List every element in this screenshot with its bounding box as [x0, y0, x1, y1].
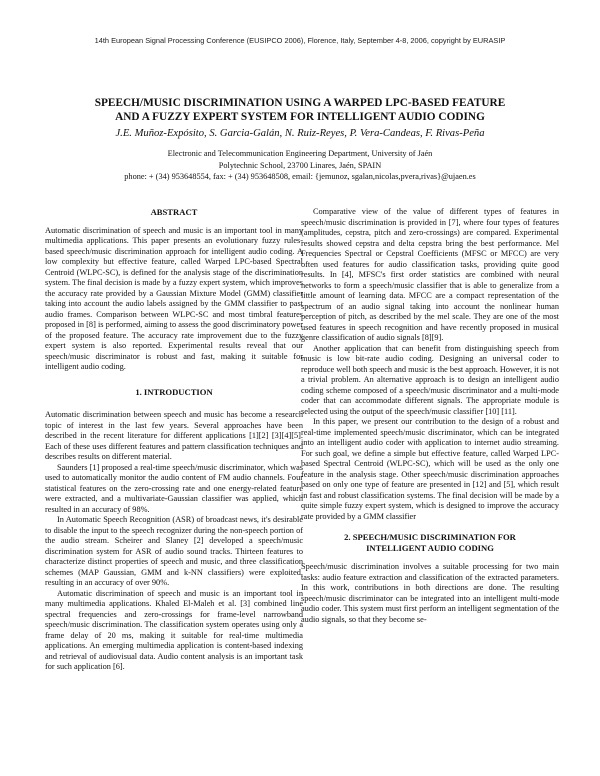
conference-header: 14th European Signal Processing Conference (EUSIPCO 2006), Florence, Italy, September 4-8, 2006, copyright by EURASIP	[94, 36, 506, 45]
affiliation-line-2: Polytechnic School, 23700 Linares, Jaén, SPAIN	[218, 160, 382, 170]
title-line-2: AND A FUZZY EXPERT SYSTEM FOR INTELLIGENT AUDIO CODING	[115, 111, 485, 123]
intro-paragraph-4: Automatic discrimination of speech and music is an important tool in many multimedia applications. Khaled El-Maleh et al. [3] combined line spectral frequencies and zero-crossings for frame-level narrowband speech/music discrimination. The classification system operates using only a frame delay of 20 ms, making it suitable for real-time multimedia applications. An emerging multimedia application is content-based indexing and retrieval of audiovisual data. Audio content analysis is an important task for such application [6].	[45, 588, 303, 671]
abstract-heading: ABSTRACT	[150, 207, 198, 217]
intro-paragraph-2: Saunders [1] proposed a real-time speech/music discriminator, which was used to automatically monitor the audio content of FM audio channels. Four statistical features on the zero-crossing rate and one energy-related feature were extracted, and a multivariate-Gaussian classifier was applied, which resulted in an accuracy of 98%.	[45, 462, 303, 514]
section-2-heading	[301, 532, 559, 553]
affiliation	[0, 148, 600, 183]
intro-paragraph-3: In Automatic Speech Recognition (ASR) of broadcast news, it's desirable to disable the input to the speech recognizer during the non-speech portion of the audio stream. Scheirer and Slaney [2] developed a speech/music discrimination system for ASR of audio sound tracks. Thirteen features to characterize distinct properties of speech and music, and three classification schemes (MAP Gaussian, GMM and k-NN classifiers) were exploited, resulting in an accuracy of over 90%.	[45, 515, 303, 587]
affiliation-line-1: Electronic and Telecommunication Engineering Department, University of Jaén	[167, 149, 433, 158]
section-1-heading: 1. INTRODUCTION	[135, 386, 213, 397]
section-2-heading-line-2: INTELLIGENT AUDIO CODING	[366, 542, 494, 553]
authors: J.E. Muñoz-Expósito, S. Garcia-Galán, N. Ruiz-Reyes, P. Vera-Candeas, F. Rivas-Peña	[115, 128, 485, 139]
title-line-1: SPEECH/MUSIC DISCRIMINATION USING A WARPED LPC-BASED FEATURE	[94, 97, 506, 109]
section-2-heading-line-1: 2. SPEECH/MUSIC DISCRIMINATION FOR	[344, 532, 516, 542]
intro-paragraph-5: Comparative view of the value of different types of features in speech/music discrimination is provided in [7], where four types of features (amplitudes, cepstra, pitch and zero-crossings) are compared. Experimental results showed cepstra and delta cepstra bring the best performance. Mel Frequencies Spectral or Cepstral Coefficients (MFSC or MFCC) are very often used features for audio classification tasks, providing quite good results. In [4], MFSC's first order statistics are combined with neural networks to form a speech/music classifier that is able to generalize from a little amount of learning data. MFCC are a compact representation of the spectrum of an audio signal taking into account the nonlinear human perception of pitch, as described by the mel scale. They are one of the most used features in speech recognition and have recently proposed in musical genre classification of audio signals [8][9].	[301, 207, 559, 342]
paper-title	[30, 96, 570, 124]
abstract-text: Automatic discrimination of speech and music is an important tool in many multimedia applications. This paper presents an evolutionary fuzzy rules-based speech/music discrimination approach for intelligent audio coding. A low complexity but effective feature, called Warped LPC-based Spectral Centroid (WLPC-SC), is defined for the analysis stage of the discrimination system. The final decision is made by a fuzzy expert system, which improves the accuracy rate provided by a Gaussian Mixture Model (GMM) classifier taking into account the audio labels assigned by the GMM classifier to past audio frames. Comparison between WLPC-SC and most timbral features proposed in [8] is performed, aiming to assess the good discriminatory power of the proposed feature. The accuracy rate improvement due to the fuzzy expert system is also reported. Experimental results reveal that our speech/music discriminator is robust and fast, making it suitable for intelligent audio coding.	[45, 225, 303, 371]
section-2-paragraph-1: Speech/music discrimination involves a suitable processing for two main tasks: audio feature extraction and classification of the extracted parameters. In this work, contributions in both directions are done. The resulting speech/music discriminator can be integrated into an intelligent multi-mode audio coder. This system must first perform an intelligent segmentation of the audio signals, so that they become se-	[301, 562, 559, 624]
intro-paragraph-1: Automatic discrimination between speech and music has become a research topic of interest in the last few years. Several approaches have been described in the recent literature for different applications [1][2] [3][4][5]. Each of these uses different features and pattern classification techniques and describes results on different material.	[45, 410, 303, 461]
intro-paragraph-7: In this paper, we present our contribution to the design of a robust and real-time implemented speech/music discriminator, which can be integrated into an intelligent audio coder with application to internet audio streaming. For such goal, we define a simple but effective feature, called Warped LPC-based Spectral Centroid (WLPC-SC), which will be used as the only one feature in the analysis stage. Other speech/music discrimination approaches based on only one type of feature are presented in [12] and [5], which result in fast and robust classification systems. The final decision will be made by a quite simple fuzzy expert system, which is designed to improve the accuracy rate provided by a GMM classifier	[301, 417, 559, 521]
contact-line: phone: + (34) 953648554, fax: + (34) 953648508, email: {jemunoz, sgalan,nicolas,pvera,rivas}@ujaen.es	[124, 172, 476, 181]
right-column	[301, 207, 559, 625]
intro-paragraph-6: Another application that can benefit from distinguishing speech from music is low bit-rate audio coding. Designing an universal coder to reproduce well both speech and music is the best approach. However, it is not a trivial problem. An alternative approach is to design an intelligent audio coding scheme composed of a speech/music discriminator and a multi-mode coder that can accommodate different signals. The appropriate module is selected using the output of the speech/music classifier [10] [11].	[301, 343, 559, 416]
left-column	[45, 207, 303, 673]
